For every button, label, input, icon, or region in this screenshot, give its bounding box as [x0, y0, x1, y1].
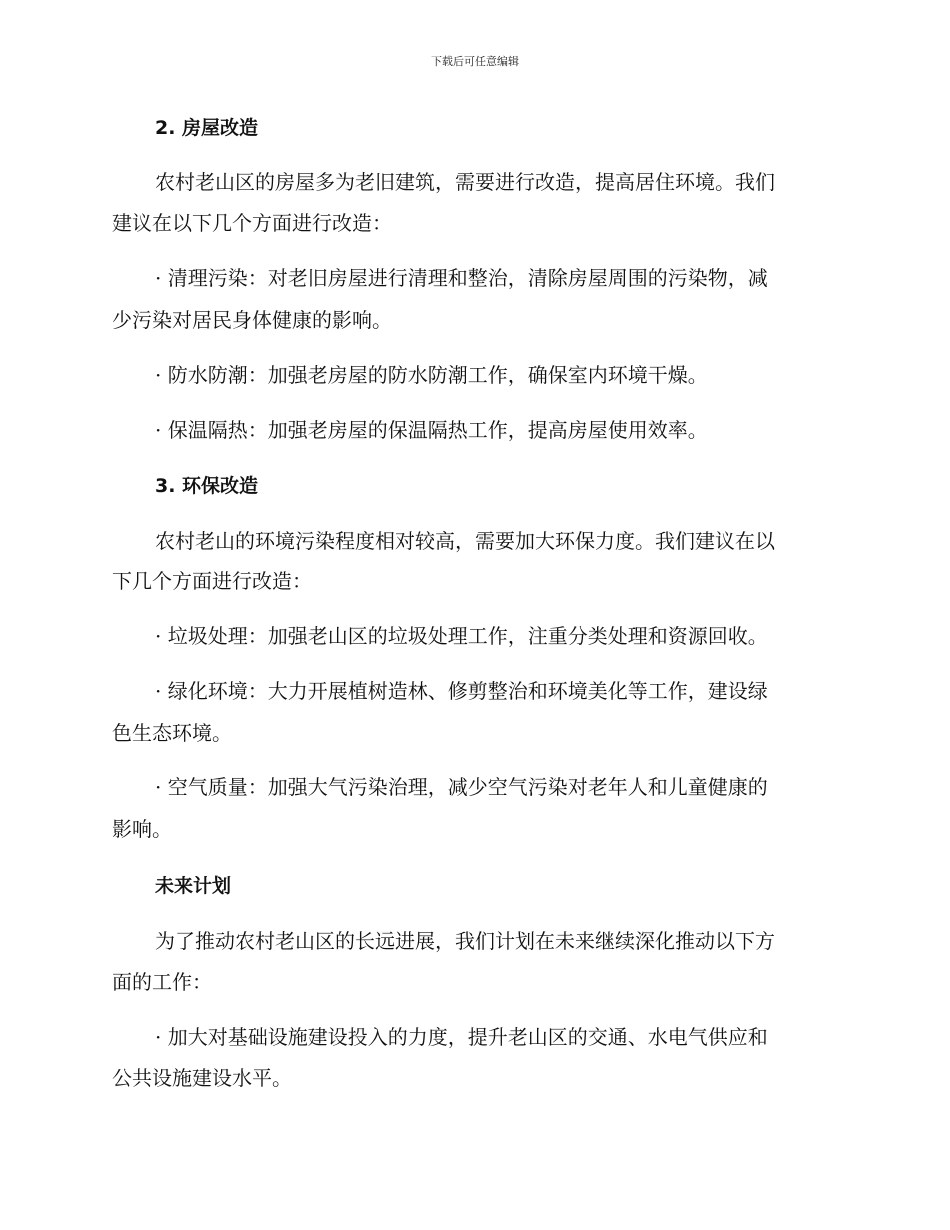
- paragraph-line: 建议在以下几个方面进行改造：: [112, 211, 392, 235]
- paragraph-line: 农村老山的环境污染程度相对较高，需要加大环保力度。我们建议在以: [155, 529, 775, 553]
- page-header: 下载后可任意编辑: [431, 55, 519, 68]
- bullet-line: · 防水防潮：加强老房屋的防水防潮工作，确保室内环境干燥。: [155, 363, 708, 387]
- paragraph-line: 下几个方面进行改造：: [112, 569, 312, 593]
- bullet-line: · 垃圾处理：加强老山区的垃圾处理工作，注重分类处理和资源回收。: [155, 624, 768, 648]
- bullet-line: 少污染对居民身体健康的影响。: [112, 308, 392, 332]
- section-heading-environment: 3. 环保改造: [155, 475, 259, 497]
- bullet-line: 公共设施建设水平。: [112, 1066, 292, 1090]
- bullet-line: · 空气质量：加强大气污染治理，减少空气污染对老年人和儿童健康的: [155, 775, 768, 799]
- section-heading-future: 未来计划: [155, 875, 232, 897]
- bullet-line: · 保温隔热：加强老房屋的保温隔热工作，提高房屋使用效率。: [155, 418, 708, 442]
- paragraph-line: 面的工作：: [112, 970, 212, 994]
- paragraph-line: 农村老山区的房屋多为老旧建筑，需要进行改造，提高居住环境。我们: [155, 170, 775, 194]
- bullet-line: · 加大对基础设施建设投入的力度，提升老山区的交通、水电气供应和: [155, 1025, 768, 1049]
- paragraph-line: 为了推动农村老山区的长远进展，我们计划在未来继续深化推动以下方: [155, 929, 775, 953]
- bullet-line: 色生态环境。: [112, 721, 232, 745]
- section-heading-house: 2. 房屋改造: [155, 117, 259, 139]
- bullet-line: · 清理污染：对老旧房屋进行清理和整治，清除房屋周围的污染物，减: [155, 266, 768, 290]
- bullet-line: 影响。: [112, 817, 172, 841]
- bullet-line: · 绿化环境：大力开展植树造林、修剪整治和环境美化等工作，建设绿: [155, 679, 768, 703]
